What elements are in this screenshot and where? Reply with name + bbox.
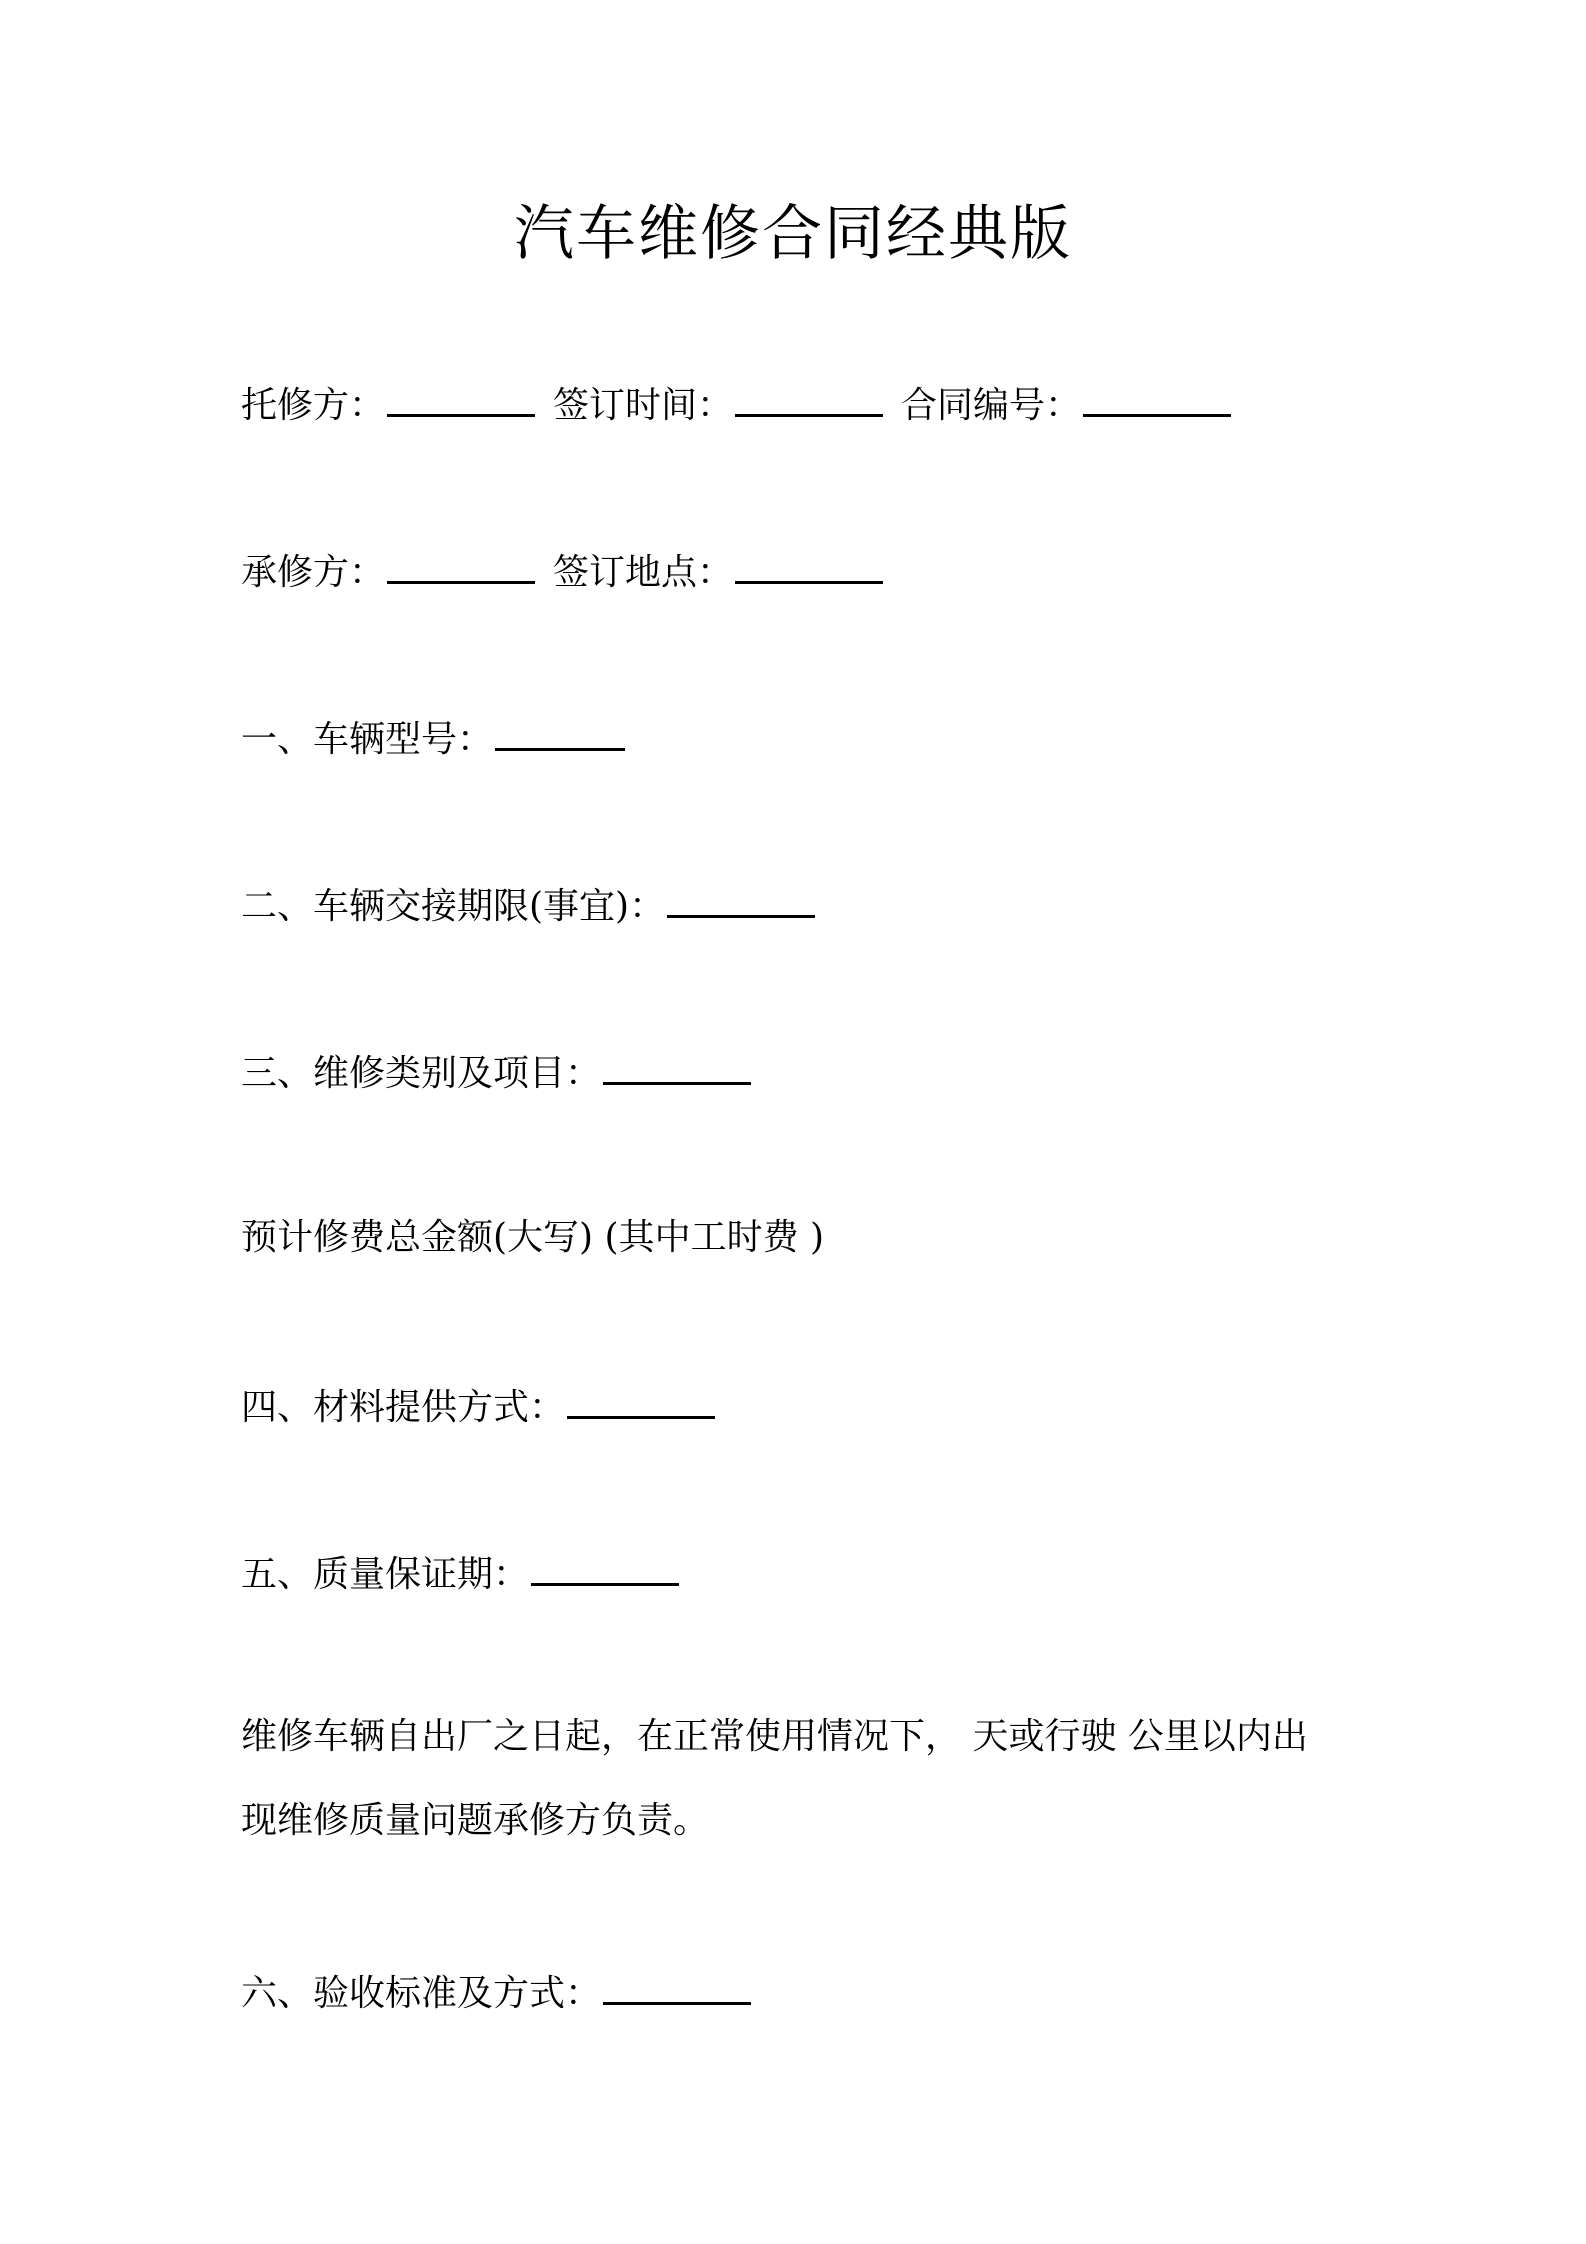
contract-no-label: 合同编号： (901, 385, 1082, 426)
sign-place-field (553, 545, 883, 598)
sign-place-blank[interactable] (735, 545, 883, 584)
handover-label: 二、车辆交接期限(事宜)： (241, 886, 666, 927)
clause-handover (241, 879, 815, 929)
acceptance-label: 六、验收标准及方式： (241, 1973, 602, 2014)
client-field (241, 378, 535, 431)
warranty-label: 五、质量保证期： (241, 1554, 530, 1595)
sign-time-blank[interactable] (735, 378, 883, 417)
sign-time-field (553, 378, 883, 431)
sign-time-label: 签订时间： (553, 385, 734, 426)
warranty-text-line-1: 维修车辆自出厂之日起，在正常使用情况下， 天或行驶 公里以内出 (241, 1716, 1308, 1757)
estimated-cost-text: 预计修费总金额(大写) (其中工时费 ) (241, 1217, 825, 1258)
vehicle-model-blank[interactable] (495, 712, 625, 751)
repair-items-label: 三、维修类别及项目： (241, 1053, 602, 1094)
clause-acceptance (241, 1966, 751, 2016)
clause-repair-items (241, 1046, 751, 1096)
contract-no-field (901, 378, 1231, 431)
materials-blank[interactable] (567, 1380, 715, 1419)
clause-materials (241, 1380, 715, 1430)
repair-items-blank[interactable] (603, 1046, 751, 1085)
contractor-field (241, 545, 535, 598)
header-row-2 (241, 545, 883, 595)
contract-no-blank[interactable] (1083, 378, 1231, 417)
contractor-blank[interactable] (387, 545, 535, 584)
warranty-blank[interactable] (531, 1547, 679, 1586)
header-row-1 (241, 378, 1231, 428)
warranty-paragraph (241, 1695, 1371, 1863)
document-title: 汽车维修合同经典版 (514, 199, 1072, 269)
estimated-cost-line (241, 1213, 824, 1263)
warranty-text-line-2: 现维修质量问题承修方负责。 (241, 1800, 710, 1841)
clause-warranty (241, 1547, 679, 1597)
vehicle-model-label: 一、车辆型号： (241, 719, 494, 760)
contractor-label: 承修方： (241, 552, 386, 593)
clause-vehicle-model (241, 712, 625, 762)
client-label: 托修方： (241, 385, 386, 426)
sign-place-label: 签订地点： (553, 552, 734, 593)
client-blank[interactable] (387, 378, 535, 417)
handover-blank[interactable] (667, 879, 815, 918)
materials-label: 四、材料提供方式： (241, 1387, 566, 1428)
acceptance-blank[interactable] (603, 1966, 751, 2005)
